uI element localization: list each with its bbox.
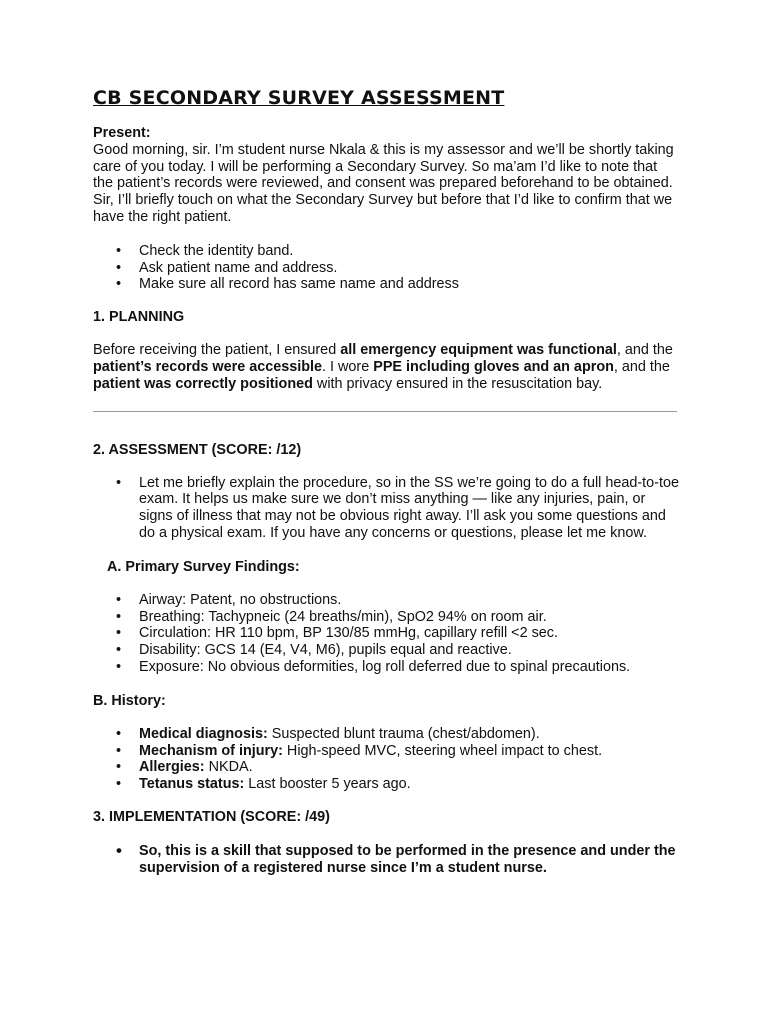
list-item: • Airway: Patent, no obstructions. [116, 591, 342, 608]
history-heading: B. History: [93, 692, 166, 709]
list-item: • Exposure: No obvious deformities, log roll deferred due to spinal precautions. [116, 658, 631, 675]
assessment-explain-list [93, 475, 679, 542]
bullet-icon: • [116, 725, 122, 742]
list-item: • Mechanism of injury: High-speed MVC, steering wheel impact to chest. [116, 742, 603, 759]
identity-check-list [93, 243, 679, 293]
list-item: • Let me briefly explain the procedure, so in the SS we’re going to do a full head-to-toe exam. It helps us make sure we don’t miss anything — like any injuries, pain, or signs of illness that may not be obvious right away. I’ll ask you some questions and do a physical exam. If you have any concerns or questions, please let me know. [116, 474, 679, 541]
implementation-heading: 3. IMPLEMENTATION (SCORE: /49) [93, 808, 330, 825]
bullet-icon: • [116, 242, 122, 259]
list-item: • Allergies: NKDA. [116, 759, 253, 776]
list-item: • Ask patient name and address. [116, 259, 338, 276]
list-item: • Make sure all record has same name and address [116, 276, 459, 293]
present-text: Good morning, sir. I’m student nurse Nkala & this is my assessor and we’ll be shortly taking care of you today. I will be performing a Secondary Survey. So ma’am I’d like to note that the patient’s records were reviewed, and consent was prepared beforehand to be obtained. Sir, I’ll briefly touch on what the Secondary Survey but before that I’d like to confirm that we have the right patient. [93, 141, 674, 225]
bullet-icon: • [116, 642, 122, 659]
list-item: • Tetanus status: Last booster 5 years ago. [116, 776, 411, 793]
bullet-icon: • [116, 625, 122, 642]
list-item: • Circulation: HR 110 bpm, BP 130/85 mmHg, capillary refill <2 sec. [116, 625, 558, 642]
primary-survey-list [93, 592, 679, 676]
bullet-icon: • [116, 658, 122, 675]
bullet-icon: • [116, 474, 122, 491]
bullet-icon: • [116, 608, 122, 625]
document-page [93, 86, 679, 877]
assessment-heading: 2. ASSESSMENT (SCORE: /12) [93, 441, 302, 458]
bullet-icon: • [116, 591, 122, 608]
bullet-icon: • [116, 259, 122, 276]
planning-heading: 1. PLANNING [93, 309, 185, 326]
list-item: • Check the identity band. [116, 242, 294, 259]
bullet-icon: • [116, 276, 122, 293]
history-list [93, 726, 679, 793]
bullet-icon: • [116, 759, 122, 776]
bullet-icon: • [116, 840, 122, 860]
document-title: CB SECONDARY SURVEY ASSESSMENT [93, 87, 505, 109]
present-label: Present: [93, 125, 151, 141]
bullet-icon: • [116, 742, 122, 759]
list-item: • So, this is a skill that supposed to be performed in the presence and under the supervision of a registered nurse since I’m a student nurse. [116, 840, 676, 876]
list-item: • Breathing: Tachypneic (24 breaths/min), SpO2 94% on room air. [116, 608, 547, 625]
bullet-icon: • [116, 776, 122, 793]
implementation-list [93, 840, 679, 877]
list-item: • Disability: GCS 14 (E4, V4, M6), pupils equal and reactive. [116, 642, 512, 659]
list-item: • Medical diagnosis: Suspected blunt trauma (chest/abdomen). [116, 725, 540, 742]
primary-survey-heading: A. Primary Survey Findings: [107, 558, 300, 575]
planning-paragraph: Before receiving the patient, I ensured all emergency equipment was functional, and the patient’s records were accessible. I wore PPE including gloves and an apron, and the patient was correctly positioned with privacy ensured in the resuscitation bay. [93, 342, 673, 392]
